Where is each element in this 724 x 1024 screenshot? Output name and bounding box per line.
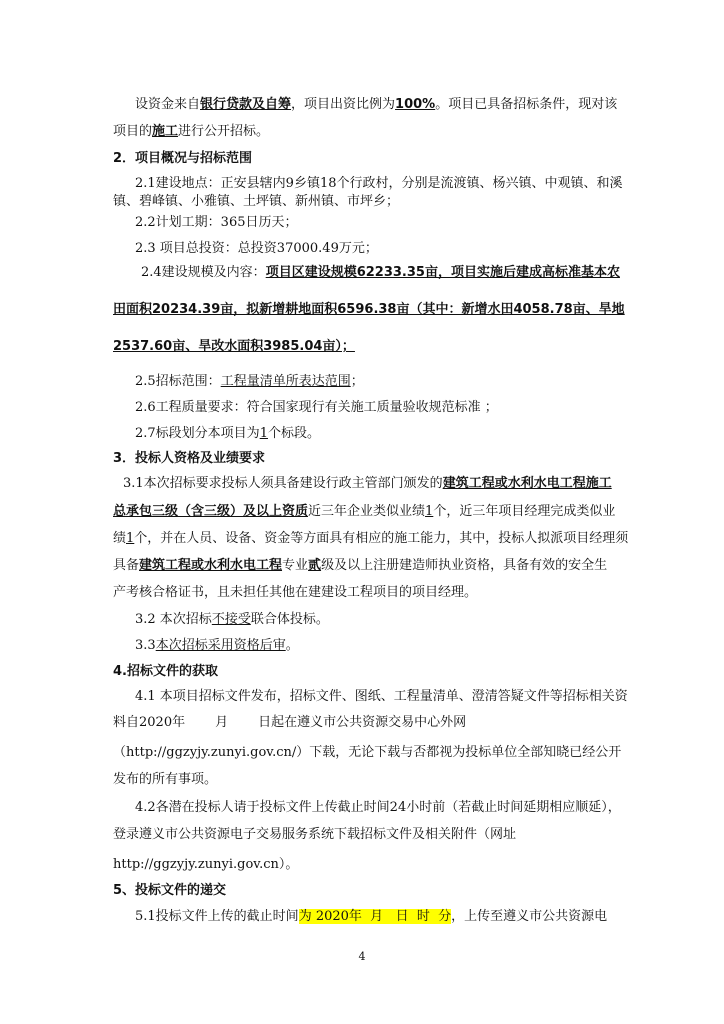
scale-line-2: 田面积20234.39亩，拟新增耕地面积6596.38亩（其中：新增水田4058.78亩、旱地 — [113, 302, 625, 317]
qualification-line-3 — [113, 530, 628, 548]
total-investment: 2.3 项目总投资：总投资37000.49万元； — [135, 241, 378, 256]
text: 专业 — [282, 558, 309, 573]
funding-ratio: 100% — [395, 97, 436, 112]
section-2-heading: 2．项目概况与招标范围 — [113, 151, 253, 166]
text: 个，近三年项目经理完成类似业 — [433, 504, 616, 519]
paragraph-funding — [135, 96, 617, 114]
obtain-line-6: 登录遵义市公共资源电子交易服务系统下载招标文件及相关附件（网址 — [113, 827, 517, 842]
quality-requirement: 2.6工程质量要求：符合国家现行有关施工质量验收规范标准 ； — [135, 400, 498, 415]
text: 料自2020年 — [113, 715, 186, 730]
lot-division — [135, 425, 320, 443]
text: 2.4建设规模及内容： — [141, 265, 266, 280]
scale-line-3: 2537.60亩、旱改水面积3985.04亩）； — [113, 339, 355, 354]
text: 具备 — [113, 558, 140, 573]
obtain-line-1: 4.1 本项目招标文件发布，招标文件、图纸、工程量清单、澄清答疑文件等招标相关资 — [135, 689, 628, 704]
text: 。项目已具备招标条件，现对该 — [435, 97, 618, 112]
paragraph-funding-cont — [113, 123, 269, 141]
bid-scope — [135, 373, 364, 391]
text: 3.2 本次招标 — [135, 612, 212, 627]
project-type: 施工 — [152, 124, 179, 139]
obtain-line-3: （http://ggzyjy.zunyi.gov.cn/）下载，无论下载与否都视为投标单位全部知晓已经公开 — [113, 745, 622, 760]
text: 日起在遵义市公共资源交易中心外网 — [258, 715, 467, 730]
review-method — [135, 637, 299, 655]
scope-text: 工程量清单所表达范围 — [220, 374, 351, 389]
text: 近三年企业类似业绩 — [308, 504, 426, 519]
location-line-2: 镇、碧峰镇、小雅镇、土坪镇、新州镇、市坪乡； — [113, 194, 400, 209]
text: 项目的 — [113, 124, 153, 139]
section-4-heading: 4.招标文件的获取 — [113, 664, 218, 679]
builder-grade: 贰 — [308, 558, 322, 573]
text: 。 — [285, 638, 299, 653]
performance-count: 1 — [425, 504, 434, 519]
text: ，上传至遵义市公共资源电 — [451, 909, 608, 924]
obtain-line-4: 发布的所有事项。 — [113, 772, 218, 787]
text: 个标段。 — [267, 426, 320, 441]
obtain-line-5: 4.2各潜在投标人请于投标文件上传截止时间24小时前（若截止时间延期相应顺延）， — [135, 800, 621, 815]
qualification-line-5: 产考核合格证书，且未担任其他在建建设工程项目的项目经理。 — [113, 585, 478, 600]
page-number: 4 — [358, 950, 366, 963]
location-line-1: 2.1建设地点：正安县辖内9乡镇18个行政村，分别是流渡镇、杨兴镇、中观镇、和溪 — [135, 176, 623, 191]
section-5-heading: 5、投标文件的递交 — [113, 883, 227, 898]
text: 级及以上注册建造师执业资格，具备有效的安全生 — [321, 558, 608, 573]
qualification-line-1 — [123, 475, 612, 493]
text: 设资金来自 — [135, 97, 201, 112]
qualification-line-4 — [113, 557, 607, 575]
joint-bid-status: 不接受 — [211, 612, 251, 627]
text: 个，并在人员、设备、资金等方面具有相应的施工能力，其中，投标人拟派项目经理须 — [134, 531, 629, 546]
obtain-line-2 — [113, 714, 466, 732]
text: 联合体投标。 — [250, 612, 329, 627]
obtain-line-7: http://ggzyjy.zunyi.gov.cn）。 — [113, 857, 299, 872]
construction-period: 2.2计划工期：365日历天； — [135, 215, 298, 230]
scale-line-1 — [141, 264, 620, 282]
manager-performance-count: 1 — [126, 531, 135, 546]
joint-bid — [135, 611, 329, 629]
text: 进行公开招标。 — [178, 124, 270, 139]
lot-count: 1 — [259, 426, 268, 441]
text: 3.1本次招标要求投标人须具备建设行政主管部门颁发的 — [123, 476, 443, 491]
section-3-heading: 3．投标人资格及业绩要求 — [113, 451, 266, 466]
text: 3.3 — [135, 638, 156, 653]
funding-source: 银行贷款及自筹 — [200, 97, 292, 112]
specialty: 建筑工程或水利水电工程 — [139, 558, 283, 573]
deadline-line — [135, 908, 607, 926]
review-method-text: 本次招标采用资格后审 — [155, 638, 286, 653]
deadline-highlight: 为 2020年 月 日 时 分 — [298, 909, 452, 924]
qualification-line-2 — [113, 503, 615, 521]
text: 绩 — [113, 531, 127, 546]
text: ； — [350, 374, 364, 389]
text: 2.7标段划分本项目为 — [135, 426, 260, 441]
text: ，项目出资比例为 — [291, 97, 396, 112]
qualification-type: 建筑工程或水利水电工程施工 — [442, 476, 612, 491]
qualification-level: 总承包三级（含三级）及以上资质 — [113, 504, 309, 519]
text: 5.1投标文件上传的截止时间 — [135, 909, 299, 924]
text: 2.5招标范围： — [135, 374, 221, 389]
scale-text: 项目区建设规模62233.35亩，项目实施后建成高标准基本农 — [265, 265, 620, 280]
text: 月 — [215, 715, 229, 730]
